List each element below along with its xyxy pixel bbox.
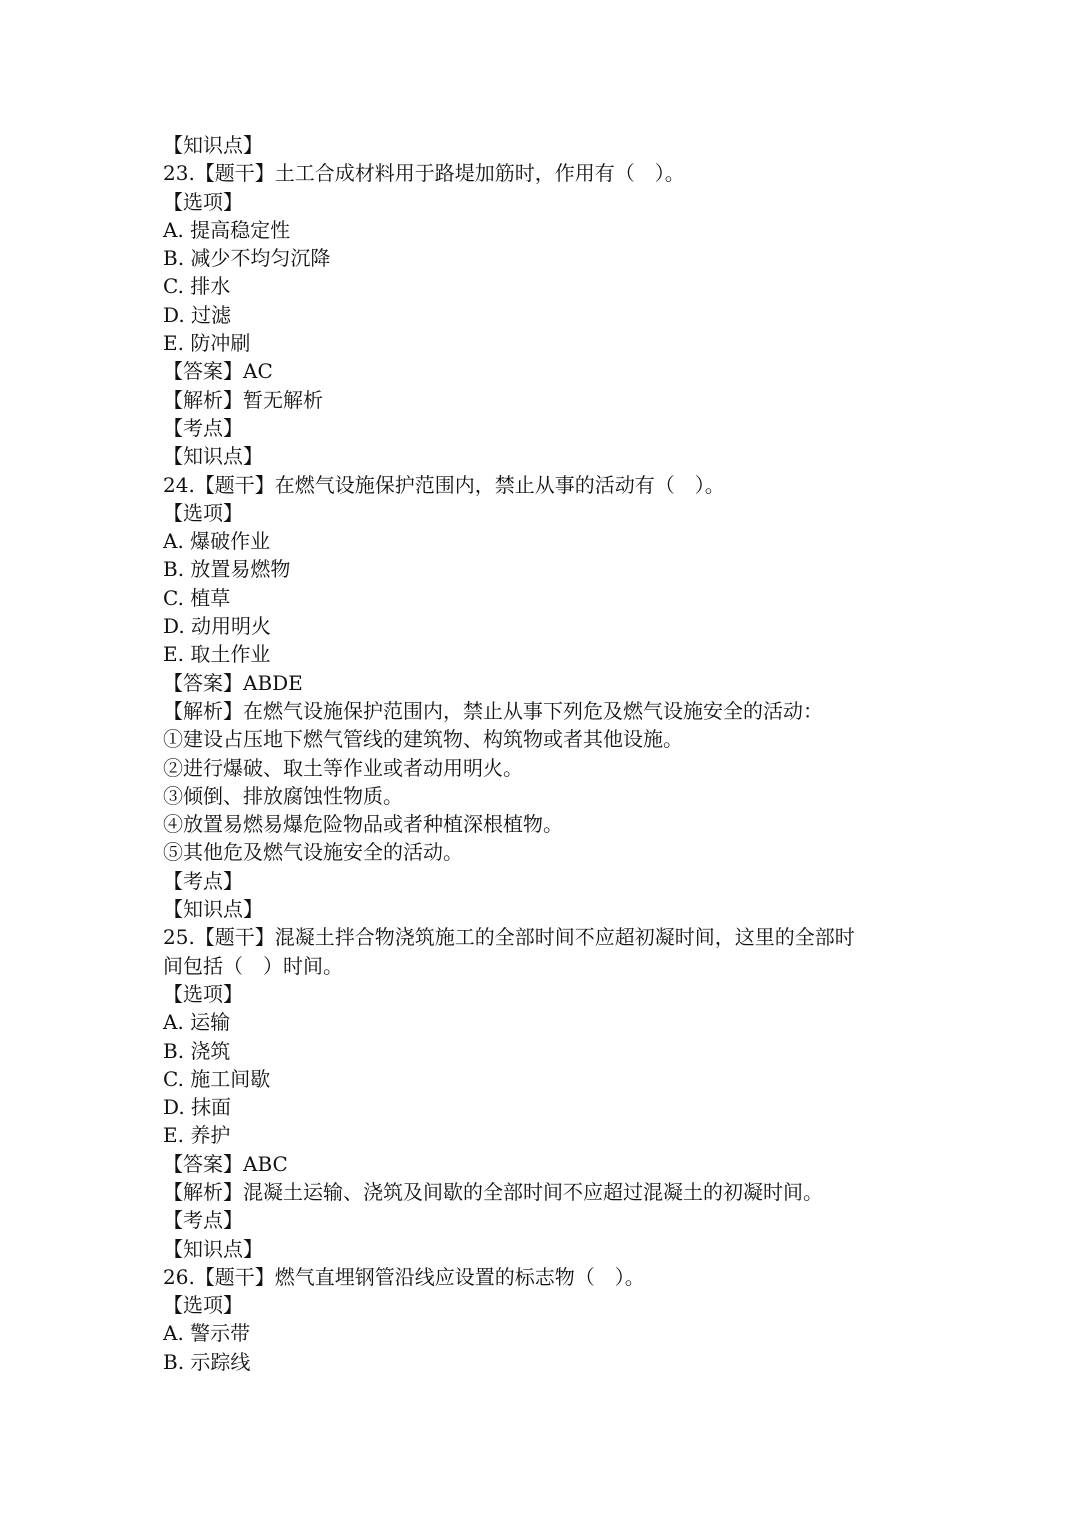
text-line: 【答案】ABC [163,1151,288,1176]
text-line: 【答案】AC [163,359,273,384]
text-line: 【知识点】 [163,1236,263,1261]
text-line: ⑤其他危及燃气设施安全的活动。 [163,840,463,865]
text-line: B. 减少不均匀沉降 [163,246,331,271]
text-line: 【选项】 [163,1293,243,1318]
text-line: 【解析】混凝土运输、浇筑及间歇的全部时间不应超过混凝土的初凝时间。 [163,1179,823,1204]
text-line: E. 取土作业 [163,642,271,667]
text-line: A. 运输 [163,1010,231,1035]
text-line: D. 过滤 [163,302,232,327]
text-line: E. 养护 [163,1123,231,1148]
text-line: 【选项】 [163,500,243,525]
text-line: B. 浇筑 [163,1038,231,1063]
text-line: 【选项】 [163,189,243,214]
text-line: B. 放置易燃物 [163,557,291,582]
text-line: 26.【题干】燃气直埋钢管沿线应设置的标志物（ ）。 [163,1264,645,1289]
text-line: C. 植草 [163,585,231,610]
text-line: 【解析】暂无解析 [163,387,323,412]
text-line: 25.【题干】混凝土拌合物浇筑施工的全部时间不应超初凝时间，这里的全部时 [163,925,855,950]
text-line: D. 动用明火 [163,614,272,639]
text-line: 【知识点】 [163,133,263,157]
text-line: ①建设占压地下燃气管线的建筑物、构筑物或者其他设施。 [163,727,683,752]
text-line: ③倾倒、排放腐蚀性物质。 [163,783,403,808]
text-line: C. 施工间歇 [163,1066,271,1091]
text-line: 【考点】 [163,1208,243,1233]
text-line: 24.【题干】在燃气设施保护范围内，禁止从事的活动有（ ）。 [163,472,725,497]
text-line: 【考点】 [163,415,243,440]
text-line: 间包括（ ）时间。 [163,953,343,978]
text-line: 【选项】 [163,981,243,1006]
text-line: 【考点】 [163,868,243,893]
text-line: D. 抹面 [163,1095,232,1120]
document-body [163,131,943,1376]
text-line: A. 警示带 [163,1321,251,1346]
text-line: 【知识点】 [163,444,263,469]
text-line: A. 爆破作业 [163,529,271,554]
text-line: ②进行爆破、取土等作业或者动用明火。 [163,755,523,780]
text-line: B. 示踪线 [163,1349,251,1374]
text-line: C. 排水 [163,274,231,299]
text-line: A. 提高稳定性 [163,217,291,242]
text-line: ④放置易燃易爆危险物品或者种植深根植物。 [163,812,563,837]
text-line: 【知识点】 [163,897,263,922]
text-line: E. 防冲刷 [163,331,251,356]
text-line: 【答案】ABDE [163,670,303,695]
text-line: 23.【题干】土工合成材料用于路堤加筋时，作用有（ ）。 [163,161,685,186]
text-line: 【解析】在燃气设施保护范围内，禁止从事下列危及燃气设施安全的活动： [163,698,823,723]
